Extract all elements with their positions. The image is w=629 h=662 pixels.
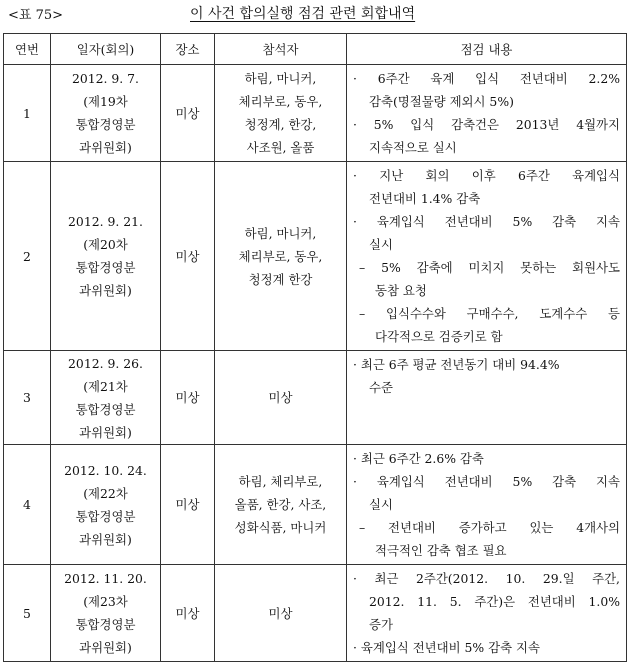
header-place: 장소 bbox=[161, 34, 215, 65]
row-number: 4 bbox=[4, 445, 51, 565]
attendee-line: 하림, 마니커, bbox=[244, 225, 317, 241]
content-line: 적극적인 감축 협조 필요 bbox=[375, 543, 507, 558]
attendees-cell bbox=[215, 162, 347, 351]
content-line: 수준 bbox=[369, 380, 393, 395]
meeting-date-line: 과위원회) bbox=[79, 640, 132, 655]
header-attendees: 참석자 bbox=[215, 34, 347, 65]
meeting-date-line: 통합경영분 bbox=[75, 508, 136, 524]
meeting-date-cell bbox=[51, 565, 161, 662]
header-content: 점검 내용 bbox=[347, 34, 627, 65]
place-cell: 미상 bbox=[161, 445, 215, 565]
meeting-date-line: (제21차 bbox=[83, 378, 128, 394]
content-line: 실시 bbox=[369, 237, 393, 252]
meeting-date-line: 과위원회) bbox=[79, 531, 132, 547]
place-cell: 미상 bbox=[161, 65, 215, 162]
table-title: 이 사건 합의실행 점검 관련 회합내역 bbox=[190, 6, 416, 22]
meeting-date-line: 통합경영분 bbox=[75, 117, 136, 132]
attendee-line: 하림, 체리부로, bbox=[238, 474, 323, 489]
attendees-cell bbox=[215, 65, 347, 162]
meeting-date-line: (제19차 bbox=[83, 94, 128, 109]
meeting-date-line: 통합경영분 bbox=[75, 617, 136, 632]
meeting-date-line: 2012. 9. 21. bbox=[68, 214, 143, 229]
attendee-line: 체리부로, 동우, bbox=[238, 94, 323, 109]
attendee-line: 성화식품, 마니커 bbox=[234, 520, 327, 535]
content-cell bbox=[347, 565, 627, 662]
row-number: 5 bbox=[4, 565, 51, 662]
content-cell bbox=[347, 162, 627, 351]
row-number: 3 bbox=[4, 351, 51, 445]
content-line: 동참 요청 bbox=[375, 283, 427, 298]
content-line: · 6주간 육계 입식 전년대비 2.2% bbox=[353, 71, 620, 86]
content-line: · 최근 6주 평균 전년동기 대비 94.4% bbox=[353, 357, 560, 372]
table-label: <표 75> bbox=[8, 8, 64, 23]
table-row bbox=[4, 351, 627, 445]
meeting-date-line: 과위원회) bbox=[79, 283, 132, 298]
attendee-line: 체리부로, 동우, bbox=[238, 248, 323, 264]
content-line: 2012. 11. 5. 주간)은 전년대비 1.0% bbox=[369, 594, 620, 609]
content-line: 전년대비 1.4% 감축 bbox=[369, 191, 481, 206]
content-line: · 최근 6주간 2.6% 감축 bbox=[353, 451, 484, 466]
content-line: · 최근 2주간(2012. 10. 29.일 주간, bbox=[353, 571, 620, 586]
meeting-date-line: 통합경영분 bbox=[75, 260, 136, 275]
meeting-date-line: 과위원회) bbox=[79, 424, 132, 440]
meeting-date-cell bbox=[51, 351, 161, 445]
attendee-line: 미상 bbox=[268, 390, 293, 405]
attendees-cell bbox=[215, 565, 347, 662]
meeting-date-line: 통합경영분 bbox=[75, 401, 136, 417]
meeting-date-line: 2012. 9. 7. bbox=[72, 71, 139, 86]
attendees-cell bbox=[215, 351, 347, 445]
meeting-table bbox=[3, 33, 627, 662]
meeting-date-line: (제23차 bbox=[83, 594, 128, 609]
attendee-line: 청정계 한강 bbox=[248, 271, 313, 287]
content-line: 증가 bbox=[369, 617, 393, 632]
table-row bbox=[4, 445, 627, 565]
content-line: · 육계입식 전년대비 5% 감축 지속 bbox=[353, 214, 620, 229]
attendees-cell bbox=[215, 445, 347, 565]
content-line: 다각적으로 검증키로 함 bbox=[375, 329, 503, 344]
meeting-date-line: (제22차 bbox=[83, 485, 128, 501]
meeting-date-line: 2012. 11. 20. bbox=[64, 571, 147, 586]
row-number: 2 bbox=[4, 162, 51, 351]
meeting-date-line: (제20차 bbox=[83, 237, 128, 252]
table-row bbox=[4, 162, 627, 351]
attendee-line: 청정계, 한강, bbox=[244, 117, 317, 132]
content-line: – 입식수수와 구매수수, 도계수수 등 bbox=[359, 306, 620, 321]
table-row bbox=[4, 565, 627, 662]
place-cell: 미상 bbox=[161, 565, 215, 662]
meeting-date-line: 과위원회) bbox=[79, 140, 132, 155]
attendee-line: 미상 bbox=[268, 605, 293, 621]
meeting-date-line: 2012. 10. 24. bbox=[64, 462, 147, 478]
content-cell bbox=[347, 351, 627, 445]
attendee-line: 하림, 마니커, bbox=[244, 71, 317, 86]
content-line: · 5% 입식 감축건은 2013년 4월까지 bbox=[353, 117, 620, 132]
row-number: 1 bbox=[4, 65, 51, 162]
meeting-date-line: 2012. 9. 26. bbox=[68, 355, 143, 371]
attendee-line: 올품, 한강, 사조, bbox=[234, 497, 327, 512]
content-line: · 지난 회의 이후 6주간 육계입식 bbox=[353, 168, 620, 183]
meeting-date-cell bbox=[51, 162, 161, 351]
header-date: 일자(회의) bbox=[51, 34, 161, 65]
content-line: · 육계입식 전년대비 5% 감축 지속 bbox=[353, 474, 620, 489]
attendee-line: 사조원, 올품 bbox=[246, 140, 315, 155]
content-line: · 육계입식 전년대비 5% 감축 지속 bbox=[353, 640, 540, 655]
header-row bbox=[4, 34, 627, 65]
content-cell bbox=[347, 65, 627, 162]
place-cell: 미상 bbox=[161, 351, 215, 445]
meeting-date-cell bbox=[51, 65, 161, 162]
content-line: – 5% 감축에 미치지 못하는 회원사도 bbox=[359, 260, 620, 275]
content-cell bbox=[347, 445, 627, 565]
place-cell: 미상 bbox=[161, 162, 215, 351]
table-row bbox=[4, 65, 627, 162]
content-line: 감축(명절물량 제외시 5%) bbox=[369, 94, 514, 109]
caption-row bbox=[0, 0, 629, 28]
content-line: – 전년대비 증가하고 있는 4개사의 bbox=[359, 520, 620, 535]
content-line: 지속적으로 실시 bbox=[369, 140, 457, 155]
header-no: 연번 bbox=[4, 34, 51, 65]
meeting-date-cell bbox=[51, 445, 161, 565]
content-line: 실시 bbox=[369, 497, 393, 512]
